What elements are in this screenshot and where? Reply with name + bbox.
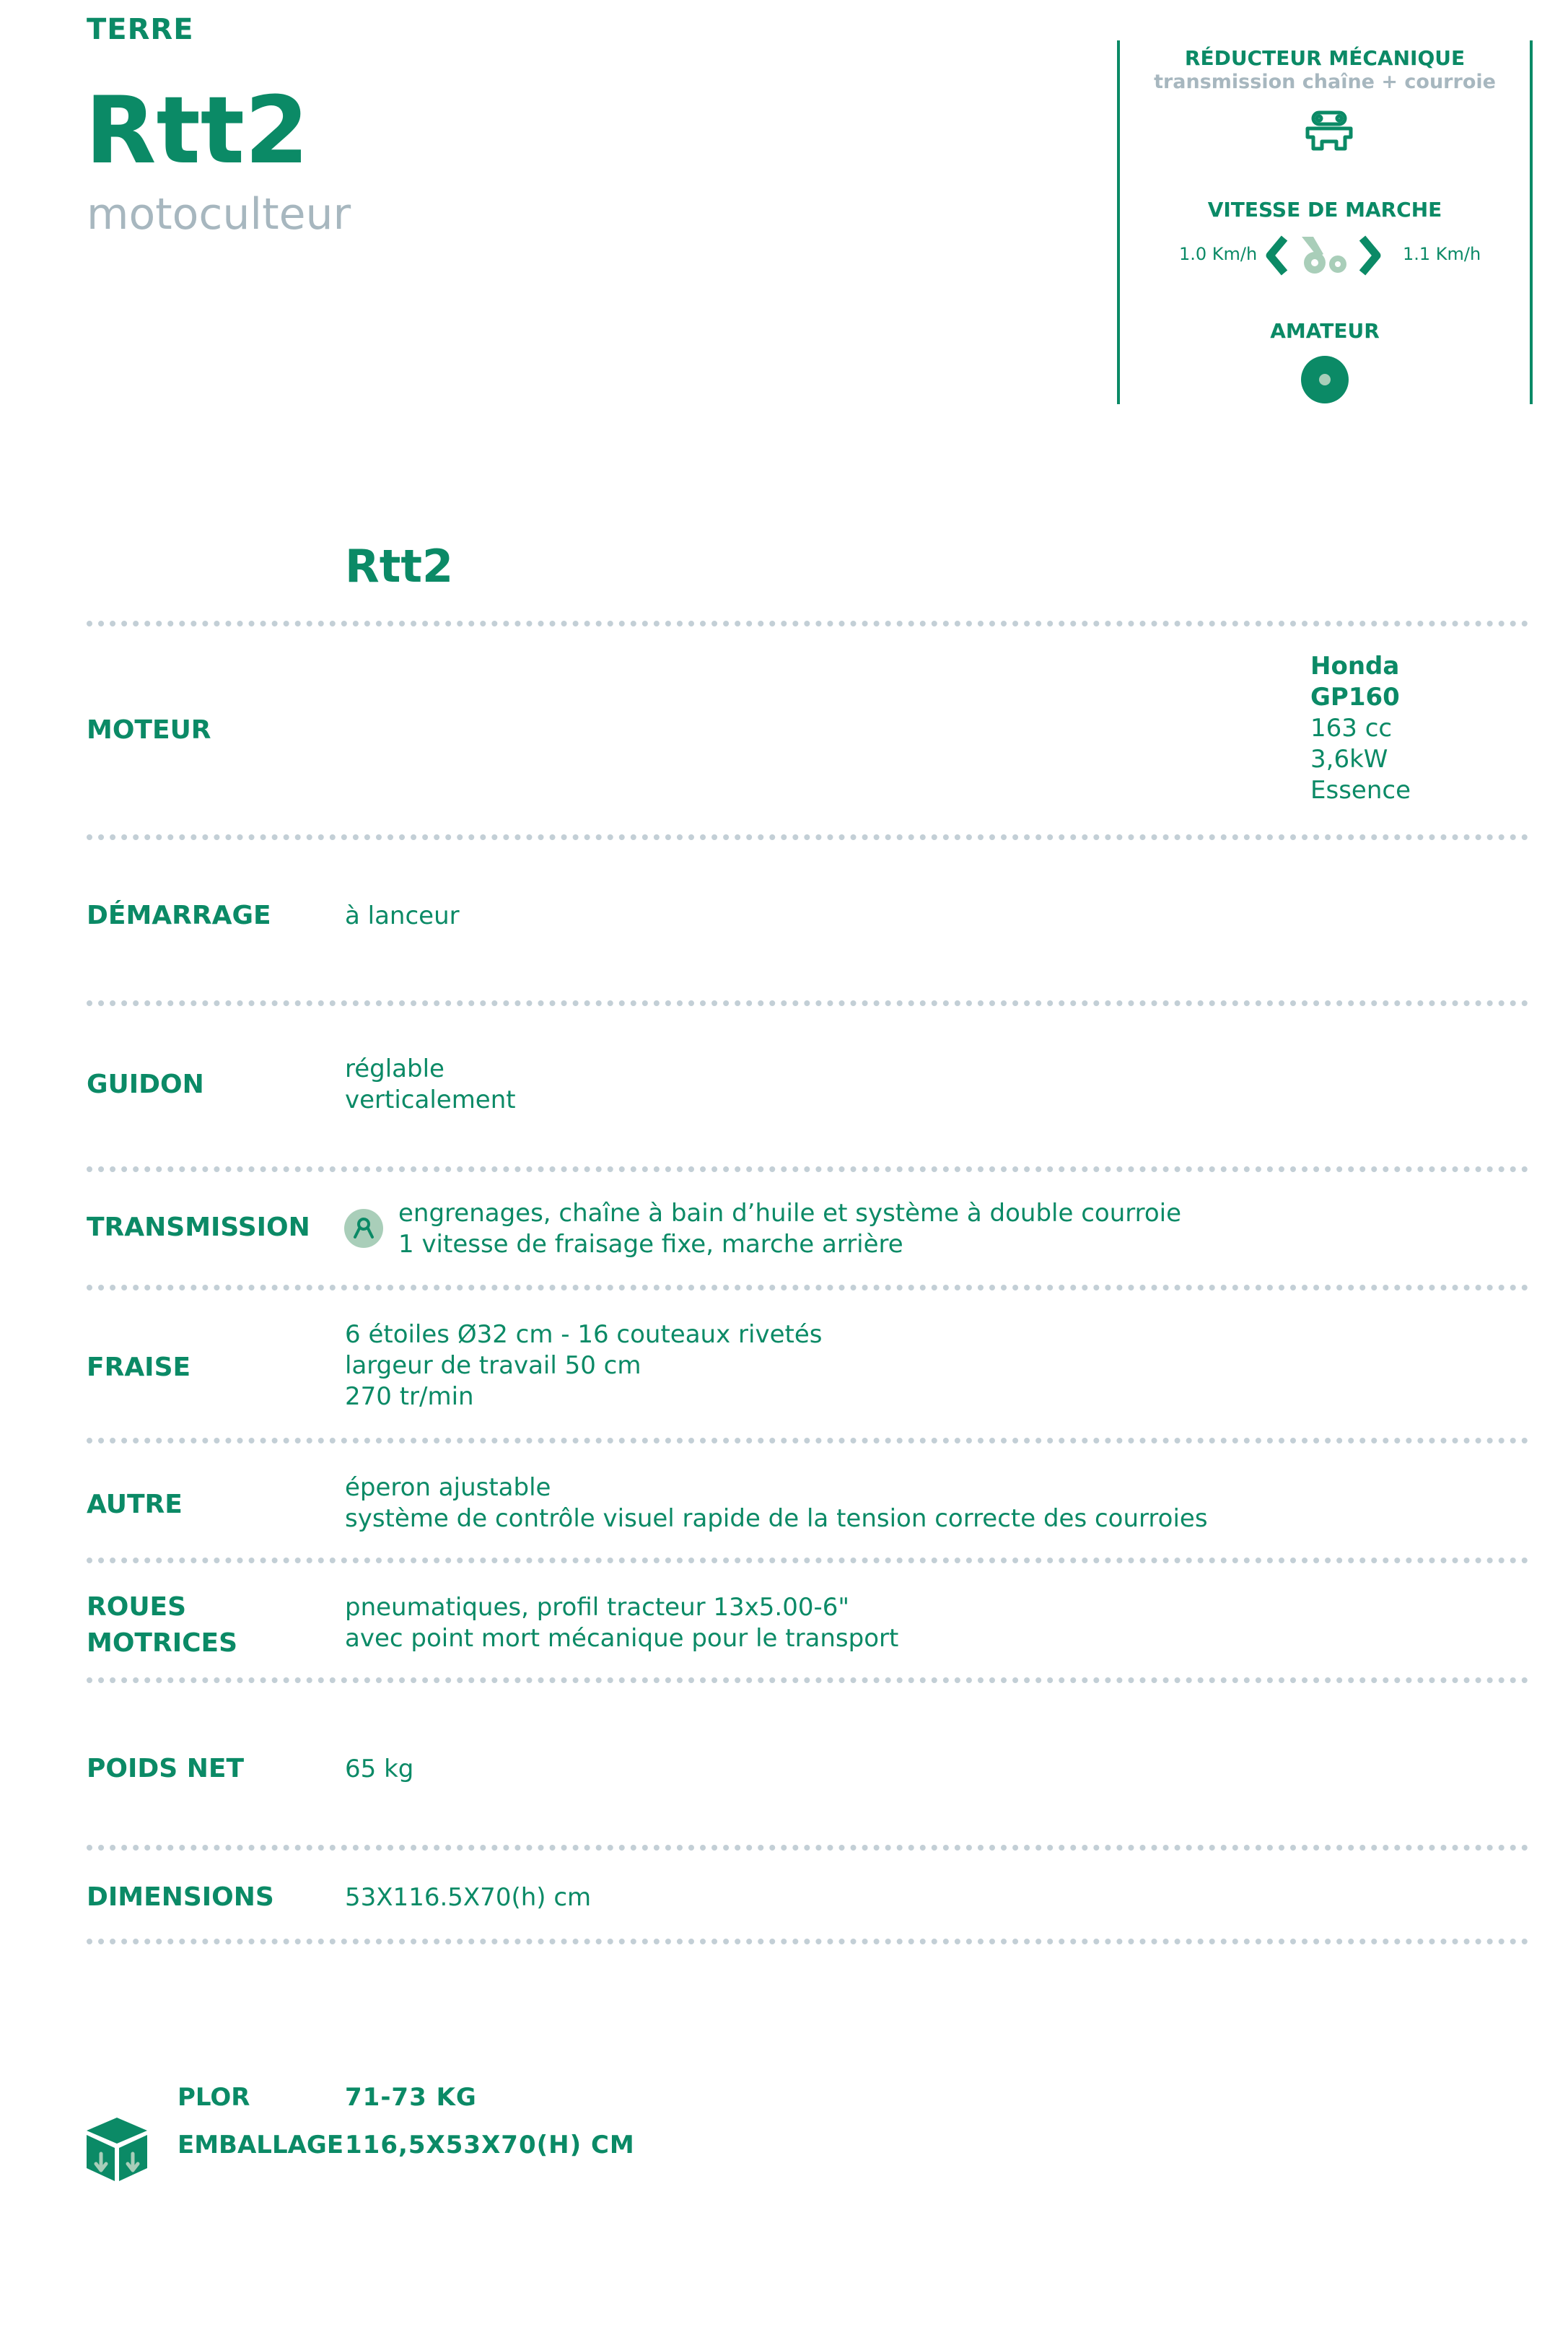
engine-displacement: 163 cc [1310,714,1393,743]
spec-label-fraise: FRAISE [87,1353,191,1382]
separator [87,1166,1528,1172]
label-line: ROUES [87,1592,187,1622]
engine-model: GP160 [1310,683,1400,712]
separator [87,621,1528,626]
spec-label-autre: AUTRE [87,1490,183,1519]
emballage-label: EMBALLAGE [178,2131,344,2159]
spec-value-roues [345,1592,898,1654]
separator [87,1939,1528,1944]
spec-value-dimensions: 53X116.5X70(h) cm [345,1883,592,1912]
value-line: verticalement [345,1086,516,1114]
spec-label-dimensions: DIMENSIONS [87,1882,274,1912]
spec-label-guidon: GUIDON [87,1070,204,1099]
value-line: largeur de travail 50 cm [345,1351,641,1380]
speed-min: 1.0 Km/h [1179,244,1258,264]
speed-title: VITESSE DE MARCHE [1207,198,1442,222]
engine-power: 3,6kW [1310,745,1388,774]
spec-label-roues [87,1589,237,1661]
separator [87,1285,1528,1290]
value-line: 6 étoiles Ø32 cm - 16 couteaux rivetés [345,1320,823,1349]
spec-value-poids: 65 kg [345,1755,414,1783]
reducer-subtitle: transmission chaîne + courroie [1154,71,1496,93]
spec-value-demarrage: à lanceur [345,901,460,930]
level-dot-icon [1300,355,1349,404]
spec-value-guidon [345,1054,516,1116]
engine-fuel: Essence [1310,776,1411,805]
reducer-title: RÉDUCTEUR MÉCANIQUE [1184,46,1466,70]
separator [87,1845,1528,1851]
tiller-icon [1296,232,1351,276]
value-line: avec point mort mécanique pour le transport [345,1624,899,1653]
value-line: pneumatiques, profil tracteur 13x5.00-6" [345,1593,850,1622]
package-icon [84,2115,150,2184]
model-name: Rtt2 [345,540,454,593]
product-subtitle: motoculteur [87,189,351,240]
spec-label-transmission: TRANSMISSION [87,1213,310,1242]
spec-label-poids: POIDS NET [87,1754,245,1783]
separator [87,1677,1528,1683]
spec-value-autre [345,1472,1208,1534]
category-label: TERRE [87,13,194,46]
spec-value-fraise [345,1319,822,1412]
spec-label-moteur: MOTEUR [87,715,211,745]
plor-label: PLOR [178,2083,250,2112]
separator [87,1438,1528,1443]
gearbox-icon [1303,107,1355,154]
value-line: 270 tr/min [345,1382,474,1411]
speed-max: 1.1 Km/h [1403,244,1481,264]
level-title: AMATEUR [1270,319,1380,343]
value-line: réglable [345,1054,444,1083]
engine-spec [1310,651,1411,806]
separator [87,834,1528,840]
spec-value-transmission [398,1198,1181,1260]
separator [87,1558,1528,1563]
label-line: MOTRICES [87,1628,238,1658]
chevron-left-icon [1264,235,1289,276]
engine-brand: Honda [1310,652,1400,681]
transmission-icon [343,1208,384,1249]
features-panel [1117,40,1533,404]
emballage-value: 116,5X53X70(H) CM [345,2131,635,2159]
plor-value: 71-73 KG [345,2083,477,2112]
product-title: Rtt2 [85,77,309,185]
separator [87,1000,1528,1006]
value-line: engrenages, chaîne à bain d’huile et système à double courroie [398,1199,1182,1228]
value-line: 1 vitesse de fraisage fixe, marche arrière [398,1230,903,1259]
value-line: système de contrôle visuel rapide de la tension correcte des courroies [345,1504,1208,1533]
spec-label-demarrage: DÉMARRAGE [87,901,271,930]
value-line: éperon ajustable [345,1473,551,1502]
chevron-right-icon [1358,235,1383,276]
